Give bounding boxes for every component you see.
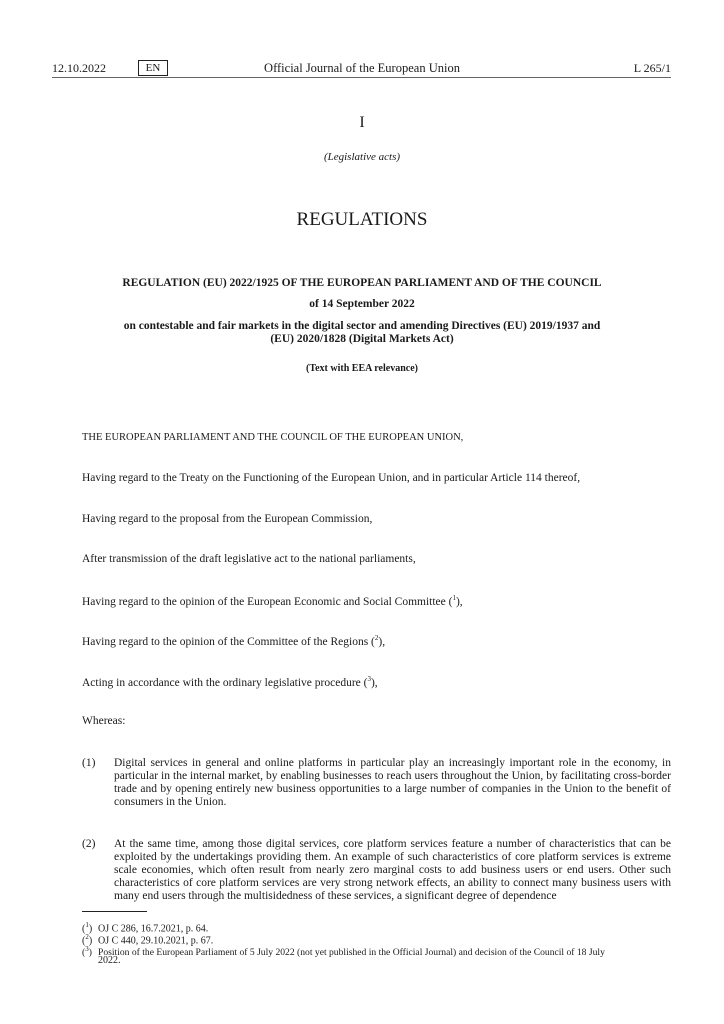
regulation-subject-line1: on contestable and fair markets in the digital sector and amending Directives (EU) 2019/1937 and	[123, 320, 601, 332]
language-badge: EN	[138, 60, 168, 76]
citation-regions	[82, 634, 385, 648]
whereas-label: Whereas:	[82, 715, 126, 727]
page-reference: L 265/1	[633, 61, 671, 75]
footnote-ref-1[interactable]: 1	[452, 594, 456, 602]
regulation-title: REGULATION (EU) 2022/1925 OF THE EUROPEAN PARLIAMENT AND OF THE COUNCIL	[122, 277, 602, 289]
footnote-mark: 2	[85, 933, 89, 941]
footnote-text: OJ C 286, 16.7.2021, p. 64.	[98, 923, 209, 935]
footnote-ref-3[interactable]: 3	[367, 675, 371, 683]
journal-title: Official Journal of the European Union	[264, 61, 460, 75]
footnote-ref-2[interactable]: 2	[374, 634, 379, 642]
citation-transmission: After transmission of the draft legislative act to the national parliaments,	[82, 553, 416, 565]
regulation-subject-line2: (EU) 2020/1828 (Digital Markets Act)	[270, 333, 454, 345]
recital-text: Digital services in general and online platforms in particular play an increasingly important role in the economy, in particular in the internal market, by enabling businesses to reach users throughout the Union, by facilitating cross-border trade and by opening entirely new business opportunities to a large number of companies in the Union to the benefit of consumers in the Union.	[114, 757, 671, 808]
citation-suffix: ),	[378, 635, 386, 648]
citation-proposal: Having regard to the proposal from the European Commission,	[82, 513, 373, 525]
regulation-date: of 14 September 2022	[309, 298, 415, 310]
footnote-mark: 1	[85, 921, 89, 929]
recital-number: (2)	[82, 838, 96, 850]
citation-regions-text: Having regard to the opinion of the Committee of the Regions (	[82, 635, 375, 648]
eea-relevance: (Text with EEA relevance)	[306, 363, 418, 374]
part-subtitle: (Legislative acts)	[323, 151, 401, 163]
footnote-text: Position of the European Parliament of 5 July 2022 (not yet published in the Official Journal) and decision of the Council of 18 July	[98, 947, 605, 959]
citation-procedure-text: Acting in accordance with the ordinary legislative procedure (	[82, 676, 368, 689]
part-number: I	[359, 114, 365, 131]
citation-treaty: Having regard to the Treaty on the Functioning of the European Union, and in particular Article 114 thereof,	[82, 472, 581, 484]
footnote-rule	[82, 911, 147, 912]
recital-number: (1)	[82, 757, 96, 769]
footnote-mark: 3	[85, 945, 89, 953]
recital-text: At the same time, among those digital services, core platform services feature a number of characteristics that can be exploited by the undertakings providing them. An example of such characteristics of core platform services is extreme scale economies, which often result from nearly zero marginal costs to add business users or end users. Other such characteristics of core platform services are very strong network effects, an ability to connect many business users with many end users through the multisidedness of these services, a significant degree of dependence	[114, 838, 671, 902]
footnote-3: ($^3$) Position of the European Parliament of 5 July 2022 (not yet published in the Official Journal) and decision of the Council of 18 July	[82, 945, 605, 959]
citation-suffix: ),	[455, 595, 463, 608]
citation-eesc-text: Having regard to the opinion of the European Economic and Social Committee (	[82, 595, 453, 608]
section-heading: REGULATIONS	[296, 209, 428, 230]
footnote-text: OJ C 440, 29.10.2021, p. 67.	[98, 935, 214, 947]
citation-suffix: ),	[370, 676, 378, 689]
footnote-3-continuation: 2022.	[98, 955, 121, 966]
citation-procedure	[82, 675, 378, 689]
institutions-line: THE EUROPEAN PARLIAMENT AND THE COUNCIL OF THE EUROPEAN UNION,	[82, 432, 464, 443]
footnote-2: ($^2$) OJ C 440, 29.10.2021, p. 67.	[82, 933, 214, 947]
citation-eesc	[82, 594, 463, 608]
footnote-1: ($^1$) OJ C 286, 16.7.2021, p. 64.	[82, 921, 209, 935]
header-date: 12.10.2022	[52, 61, 106, 75]
header-rule	[52, 77, 671, 78]
